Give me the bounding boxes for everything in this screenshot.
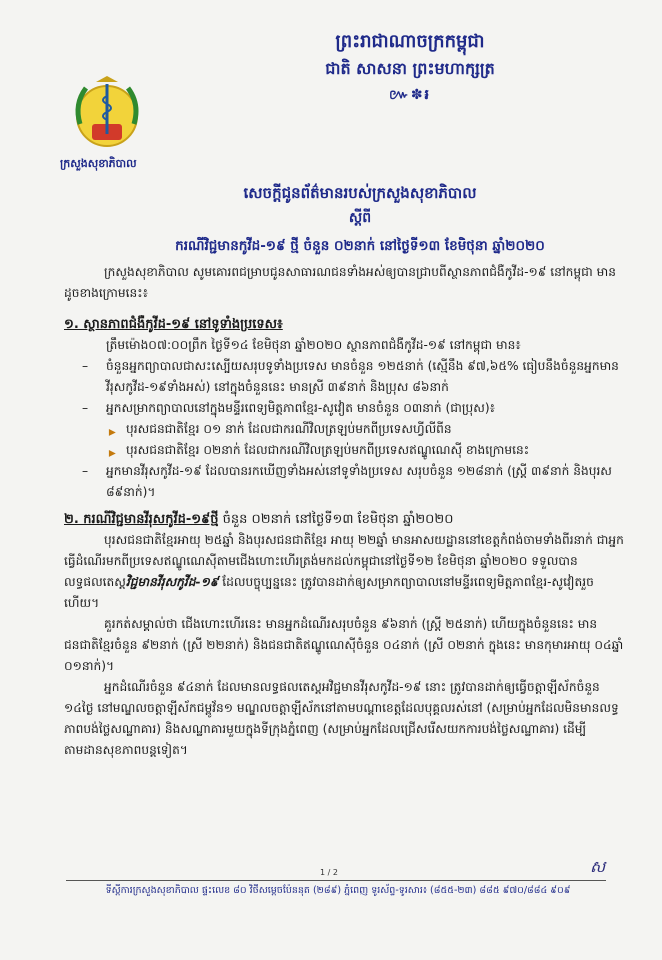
intro-paragraph: ក្រសួងសុខាភិបាល សូមគោរពជម្រាបជូនសាធារណជនទាំងអស់ឲ្យបានជ្រាបពីស្ថានភាពជំងឺកូវីដ-១៩ នៅកម្ពុជា មានដូចខាងក្រោមនេះ៖ bbox=[64, 265, 616, 300]
kingdom-header bbox=[240, 30, 580, 104]
signature-initial: ស bbox=[590, 857, 606, 876]
bullet-hospitalized: – អ្នកសម្រាកព្យាបាលនៅក្នុងមន្ទីរពេទ្យមិត្តភាពខ្មែរ-សូវៀត មានចំនួន ០៣នាក់ (ជាប្រុស)៖ bbox=[64, 398, 624, 419]
bullet-recovered: – ចំនួនអ្នកព្យាបាលជាសះស្បើយសរុបទូទាំងប្រទេស មានចំនួន ១២៥នាក់ (ស្មើនឹង ៩៧,៦៥% ធៀបនឹងចំនួនអ្នកមានវីរុសកូវីដ-១៩ទាំងអស់) នៅក្នុងចំនួននេះ មានស្រី ៣៩នាក់ និងប្រុស ៨៦នាក់ bbox=[64, 356, 624, 398]
para-quarantine: អ្នកដំណើរចំនួន ៩៤នាក់ ដែលមានលទ្ធផលតេស្តអវិជ្ជមានវីរុសកូវីដ-១៩ នោះ ត្រូវបានដាក់ឲ្យធ្វើចត្តាឡីស័កចំនួន ១៤ថ្ងៃ នៅមណ្ឌលចត្តាឡីស័កជម្ពូវ័ន១ មណ្ឌលចត្តាឡីស័កនៅតាមបណ្តាខេត្តដែលបុគ្គលរស់នៅ (សម្រាប់អ្នកដែលមិនមានលទ្ធភាពបង់ថ្លៃសណ្ឋាគារ) និងសណ្ឋាគារមួយក្នុងទីក្រុងភ្នំពេញ (សម្រាប់អ្នកដែលជ្រើសរើសយកការបង់ថ្លៃសណ្ឋាគារ) ដើម្បីតាមដានសុខភាពបន្តទៀត។ bbox=[64, 680, 619, 757]
para-new-cases-emphasis: វិជ្ជមានវីរុសកូវីដ-១៩ bbox=[125, 575, 219, 589]
document-title bbox=[80, 182, 640, 256]
sub-bullet-philippines: ▲ បុរសជនជាតិខ្មែរ ០១ នាក់ ដែលជាករណីវិលត្រឡប់មកពីប្រទេសហ្វីលីពីន bbox=[64, 419, 624, 440]
sub-bullet-indonesia: ▲ បុរសជនជាតិខ្មែរ ០២នាក់ ដែលជាករណីវិលត្រឡប់មកពីប្រទេសឥណ្ឌូណេស៊ី ខាងក្រោមនេះ bbox=[64, 440, 624, 461]
para-new-cases-tail: ដែលបច្ចុប្បន្ននេះ ត្រូវបានដាក់ឲ្យសម្រាកព្យាបាលនៅមន្ទីរពេទ្យមិត្តភាពខ្មែរ-សូវៀតរួចហើយ។ bbox=[64, 575, 594, 610]
kingdom-line2: ជាតិ សាសនា ព្រះមហាក្សត្រ bbox=[325, 59, 495, 78]
section2-title bbox=[64, 509, 624, 530]
title-line2: ស្តីពី bbox=[348, 210, 372, 226]
ministry-name: ក្រសួងសុខាភិបាល bbox=[60, 157, 137, 170]
kingdom-line1: ព្រះរាជាណាចក្រកម្ពុជា bbox=[335, 31, 485, 52]
section1-title-text: ១. ស្ថានភាពជំងឺកូវីដ-១៩ នៅទូទាំងប្រទេស៖ bbox=[64, 317, 283, 332]
para-new-cases bbox=[64, 530, 624, 614]
section1-lead: ត្រឹមម៉ោង០៧:០០ព្រឹក ថ្ងៃទី១៤ ខែមិថុនា ឆ្នាំ២០២០ ស្ថានភាពជំងឺកូវីដ-១៩ នៅកម្ពុជា មាន៖ bbox=[106, 338, 521, 352]
para-flight-info: គួរកត់សម្គាល់ថា ជើងហោះហើរនេះ មានអ្នកដំណើរសរុបចំនួន ៩៦នាក់ (ស្ត្រី ២៥នាក់) ហើយក្នុងចំនួននេះ មានជនជាតិខ្មែរចំនួន ៩២នាក់ (ស្រី ២២នាក់) និងជនជាតិឥណ្ឌូណេស៊ីចំនួន ០៤នាក់ (ស្រី ០២នាក់ ក្នុងនេះ មានកុមារអាយុ ០៤ឆ្នាំ ០១នាក់)។ bbox=[64, 617, 624, 673]
page-number: 1 / 2 bbox=[320, 868, 338, 877]
section1-title bbox=[64, 314, 624, 335]
section2-title-tail: ចំនួន ០២នាក់ នៅថ្ងៃទី១៣ ខែមិថុនា ឆ្នាំ២០២០ bbox=[218, 512, 454, 527]
document-body bbox=[64, 262, 624, 761]
ministry-logo-icon bbox=[66, 74, 148, 156]
title-line1: សេចក្តីជូនព័ត៌មានរបស់ក្រសួងសុខាភិបាល bbox=[243, 184, 477, 202]
bullet-total-cases: – អ្នកមានវីរុសកូវីដ-១៩ ដែលបានរកឃើញទាំងអស់នៅទូទាំងប្រទេស សរុបចំនួន ១២៨នាក់ (ស្ត្រី ៣៩នាក់ និងបុរស ៨៩នាក់)។ bbox=[64, 461, 624, 503]
footer-address: ទីស្តីការក្រសួងសុខាភិបាល ផ្ទះលេខ ៨០ វិថីសម្តេចប៉ែននុត (២៨៩) ភ្នំពេញ ទូរស័ព្ទ-ទូរសារ៖ (៨៥៥-២៣) ៨៨៥ ៩៧០/៨៨៤ ៩០៩ bbox=[105, 885, 571, 896]
section2-title-text: ២. ករណីវិជ្ជមានវីរុសកូវីដ-១៩ថ្មី bbox=[64, 512, 219, 527]
para-new-cases-text: បុរសជនជាតិខ្មែរអាយុ ២៥ឆ្នាំ និងបុរសជនជាតិខ្មែរ អាយុ ២២ឆ្នាំ មានអាសយដ្ឋាននៅខេត្តកំពង់ចាមទាំងពីរនាក់ ជាអ្នកធ្វើដំណើរមកពីប្រទេសឥណ្ឌូណេស៊ីតាមជើងហោះហើរត្រង់មកដល់កម្ពុជានៅថ្ងៃទី១២ ខែមិថុនា ឆ្នាំ២០២០ ទទួលបានលទ្ធផលតេស្ត bbox=[64, 533, 624, 589]
ornament-icon: ៚✽៛ bbox=[389, 87, 431, 103]
footer-divider bbox=[66, 880, 606, 881]
title-line3: ករណីវិជ្ជមានកូវីដ-១៩ ថ្មី ចំនួន ០២នាក់ នៅថ្ងៃទី១៣ ខែមិថុនា ឆ្នាំ២០២០ bbox=[175, 238, 545, 254]
